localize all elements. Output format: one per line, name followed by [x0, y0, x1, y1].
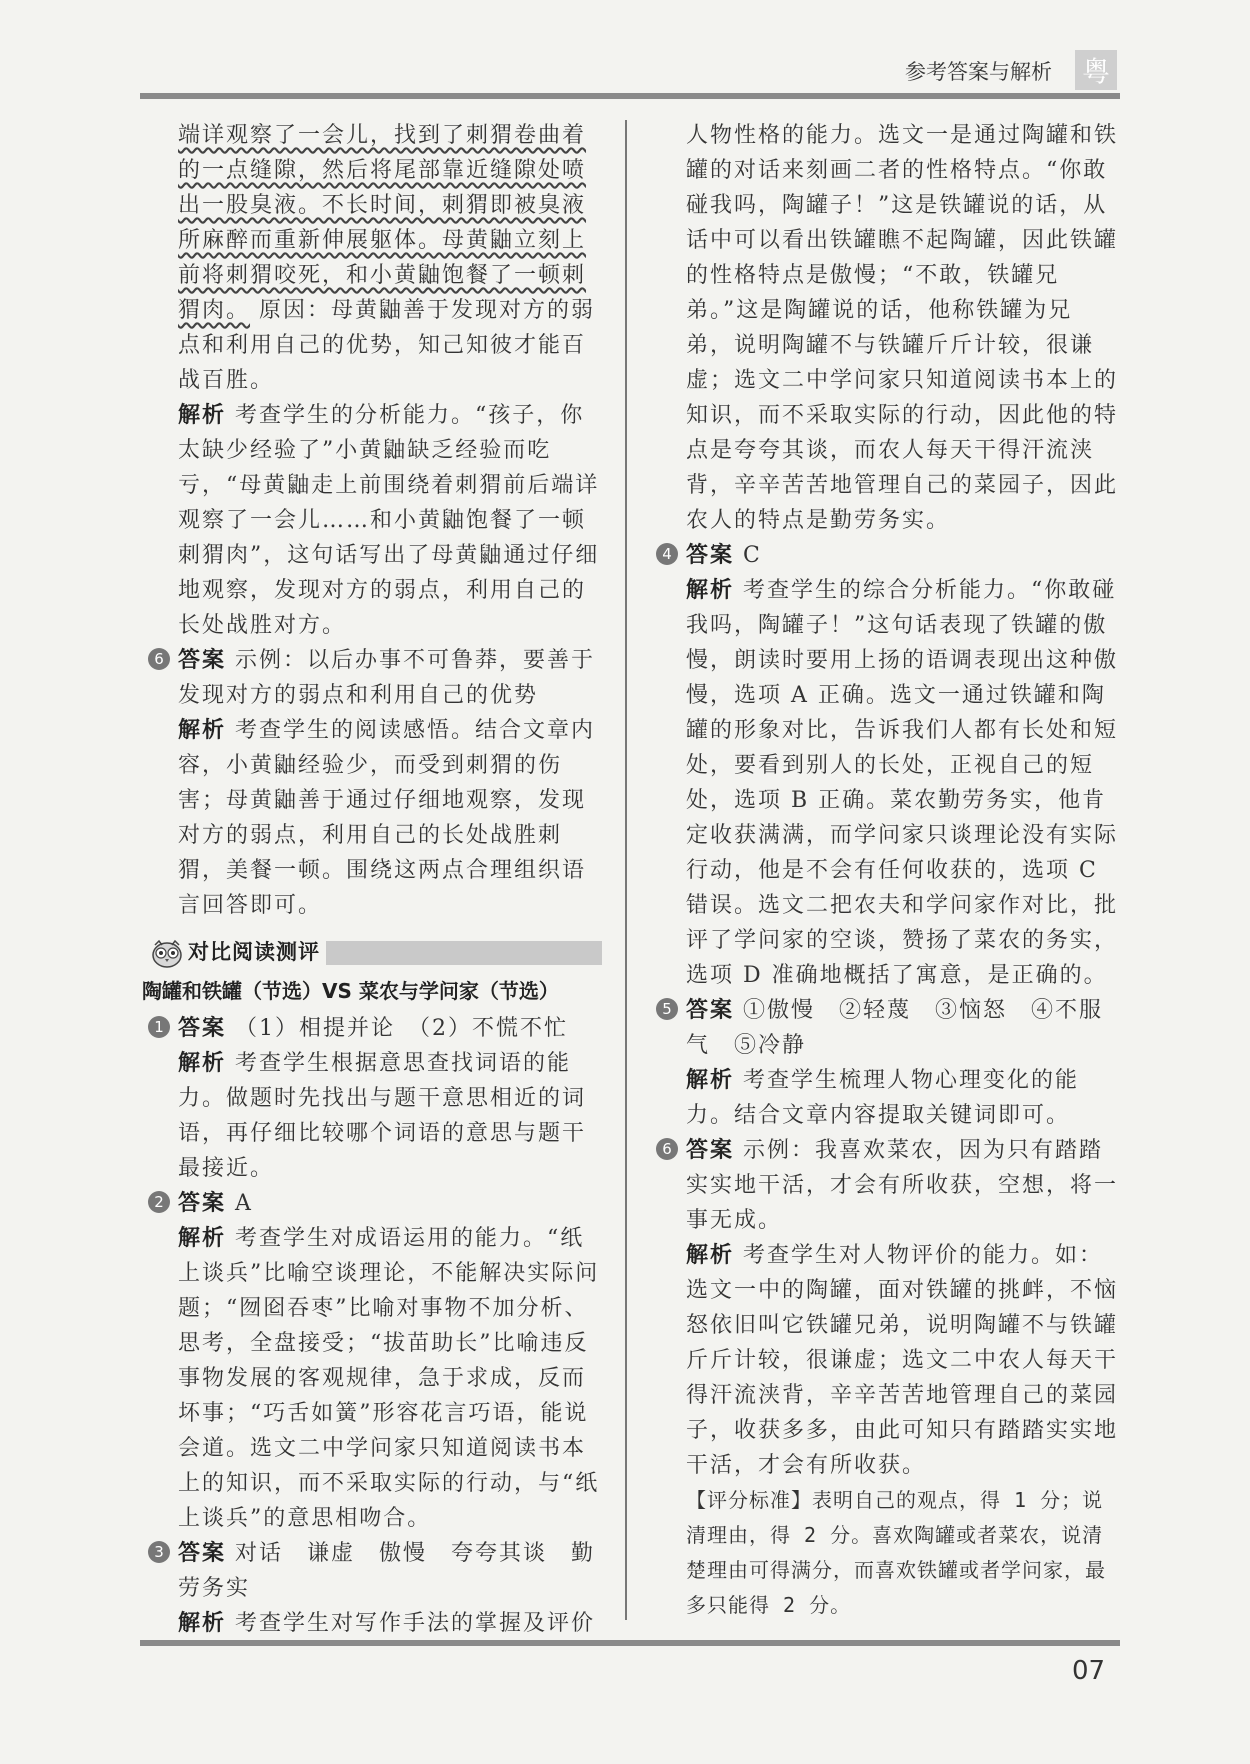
answer-label: 答案: [178, 1541, 227, 1566]
question-item: [658, 538, 1120, 993]
analysis-label: 解析: [178, 1611, 227, 1636]
answer-label: 答案: [178, 648, 227, 673]
analysis-line: [178, 1046, 602, 1186]
question-number: 4: [656, 543, 678, 565]
analysis-text: 考查学生对人物评价的能力。如：选文一中的陶罐，面对铁罐的挑衅，不恼怒依旧叫它铁罐兄弟，说明陶罐不与铁罐斤斤计较，很谦虚；选文二中农人每天干得汗流浃背，辛辛苦苦地管理自己的菜园子，收获多多，由此可知只有踏踏实实地干活，才会有所收获。: [686, 1243, 1119, 1478]
question-item: [658, 993, 1120, 1133]
answer-label: 答案: [686, 998, 735, 1023]
analysis-text: 考查学生对写作手法的掌握及评价: [235, 1611, 596, 1636]
scoring-criteria: 【评分标准】表明自己的观点，得 1 分；说清理由，得 2 分。喜欢陶罐或者菜农，说清楚理由可得满分，而喜欢铁罐或者学问家，最多只能得 2 分。: [686, 1488, 1106, 1617]
answer-text: 对话 谦虚 傲慢 夸夸其谈 勤劳务实: [178, 1541, 596, 1601]
question-number: 6: [656, 1138, 678, 1160]
answer-label: 答案: [686, 543, 735, 568]
analysis-line: [178, 1606, 602, 1641]
answer-label: 答案: [178, 1191, 227, 1216]
answer-line: [178, 1011, 602, 1046]
section-bar: [326, 941, 602, 965]
column-divider: [625, 120, 627, 1620]
analysis-line: [686, 573, 1120, 993]
analysis-text: 考查学生的阅读感悟。结合文章内容，小黄鼬经验少，而受到刺猬的伤害；母黄鼬善于通过仔细地观察，发现对方的弱点，利用自己的长处战胜刺猬，美餐一顿。围绕这两点合理组织语言回答即可。: [178, 718, 596, 918]
question-number: 2: [148, 1191, 170, 1213]
answer-line: [686, 1133, 1120, 1238]
analysis-label: 解析: [686, 1243, 735, 1268]
answer-text: A: [235, 1191, 253, 1216]
answer-text: ①傲慢 ②轻蔑 ③恼怒 ④不服气 ⑤冷静: [686, 998, 1104, 1058]
subsection-title: 陶罐和铁罐（节选）VS 菜农与学问家（节选）: [142, 979, 559, 1003]
answer-line: [178, 1536, 602, 1606]
continued-paragraph: 人物性格的能力。选文一是通过陶罐和铁罐的对话来刻画二者的性格特点。“你敢碰我吗，陶罐子！”这是铁罐说的话，从话中可以看出铁罐瞧不起陶罐，因此铁罐的性格特点是傲慢；“不敢，铁罐兄弟。”这是陶罐说的话，他称铁罐为兄弟，说明陶罐不与铁罐斤斤计较，很谦虚；选文二中学问家只知道阅读书本上的知识，而不采取实际的行动，因此他的特点是夸夸其谈，而农人每天干得汗流浃背，辛辛苦苦地管理自己的菜园子，因此农人的特点是勤劳务实。: [686, 123, 1119, 533]
q5-analysis-text: 考查学生的分析能力。“孩子，你太缺少经验了”小黄鼬缺乏经验而吃亏，“母黄鼬走上前围绕着刺猬前后端详观察了一会儿……和小黄鼬饱餐了一顿刺猬肉”，这句话写出了母黄鼬通过仔细地观察，发现对方的弱点，利用自己的长处战胜对方。: [178, 403, 600, 638]
question-number: 3: [148, 1541, 170, 1563]
question-number: 6: [148, 648, 170, 670]
running-header-title: 参考答案与解析: [905, 60, 1052, 84]
region-badge: 粤: [1075, 50, 1117, 90]
header-rule: [140, 93, 1120, 99]
answer-label: 答案: [178, 1016, 227, 1041]
analysis-line: [178, 713, 602, 923]
question-item: [150, 643, 602, 923]
analysis-line: [178, 1221, 602, 1536]
q5-analysis-paragraph: [150, 398, 602, 643]
analysis-text: 考查学生根据意思查找词语的能力。做题时先找出与题干意思相近的词语，再仔细比较哪个词语的意思与题干最接近。: [178, 1051, 587, 1181]
owl-mascot-icon: [150, 938, 184, 968]
question-item: [150, 1011, 602, 1186]
footer-rule: [140, 1640, 1120, 1646]
analysis-label: 解析: [178, 1051, 227, 1076]
answer-label: 答案: [686, 1138, 735, 1163]
question-item: [658, 1133, 1120, 1623]
analysis-label: 解析: [178, 718, 227, 743]
intro-paragraph: [150, 118, 602, 398]
answer-text: 示例：以后办事不可鲁莽，要善于发现对方的弱点和利用自己的优势: [178, 648, 596, 708]
answer-text: C: [743, 543, 762, 568]
analysis-line: [686, 1063, 1120, 1133]
analysis-text: 考查学生梳理人物心理变化的能力。结合文章内容提取关键词即可。: [686, 1068, 1080, 1128]
analysis-text: 考查学生对成语运用的能力。“纸上谈兵”比喻空谈理论，不能解决实际问题；“囫囵吞枣”比喻对事物不加分析、思考，全盘接受；“拔苗助长”比喻违反事物发展的客观规律，急于求成，反而坏事；“巧舌如簧”形容花言巧语，能说会道。选文二中学问家只知道阅读书本上的知识，而不采取实际的行动，与“纸上谈兵”的意思相吻合。: [178, 1226, 600, 1531]
analysis-line: [686, 1238, 1120, 1483]
question-number: 1: [148, 1016, 170, 1038]
question-item: [150, 1186, 602, 1536]
page-number: 07: [1072, 1656, 1106, 1686]
question-item: [150, 1536, 602, 1641]
section-heading: [150, 935, 602, 970]
analysis-label: 解析: [178, 403, 227, 428]
answer-text: 示例：我喜欢菜农，因为只有踏踏实实地干活，才会有所收获，空想，将一事无成。: [686, 1138, 1119, 1233]
answer-line: [686, 538, 1120, 573]
analysis-label: 解析: [686, 578, 735, 603]
left-column: [142, 118, 602, 1641]
analysis-label: 解析: [686, 1068, 735, 1093]
answer-line: [686, 993, 1120, 1063]
question-number: 5: [656, 998, 678, 1020]
right-column: [658, 118, 1120, 1623]
analysis-label: 解析: [178, 1226, 227, 1251]
intro-reason-text: 原因：母黄鼬善于发现对方的弱点和利用自己的优势，知己知彼才能百战百胜。: [178, 298, 596, 393]
answer-line: [178, 1186, 602, 1221]
answer-text: （1）相提并论 （2）不慌不忙: [235, 1016, 569, 1041]
analysis-text: 考查学生的综合分析能力。“你敢碰我吗，陶罐子！”这句话表现了铁罐的傲慢，朗读时要用上扬的语调表现出这种傲慢，选项 A 正确。选文一通过铁罐和陶罐的形象对比，告诉我们人都有长处和短处，要看到别人的长处，正视自己的短处，选项 B 正确。菜农勤劳务实，他肯定收获满满，而学问家只谈理论没有实际行动，他是不会有任何收获的，选项 C 错误。选文二把农夫和学问家作对比，批评了学问家的空谈，赞扬了菜农的务实，选项 D 准确地概括了寓意，是正确的。: [686, 578, 1119, 988]
section-title: 对比阅读测评: [188, 940, 320, 964]
answer-line: [178, 643, 602, 713]
intro-underlined-text: 端详观察了一会儿，找到了刺猬卷曲着的一点缝隙，然后将尾部靠近缝隙处喷出一股臭液。不长时间，刺猬即被臭液所麻醉而重新伸展躯体。母黄鼬立刻上前将刺猬咬死，和小黄鼬饱餐了一顿刺猬肉。: [178, 123, 587, 323]
